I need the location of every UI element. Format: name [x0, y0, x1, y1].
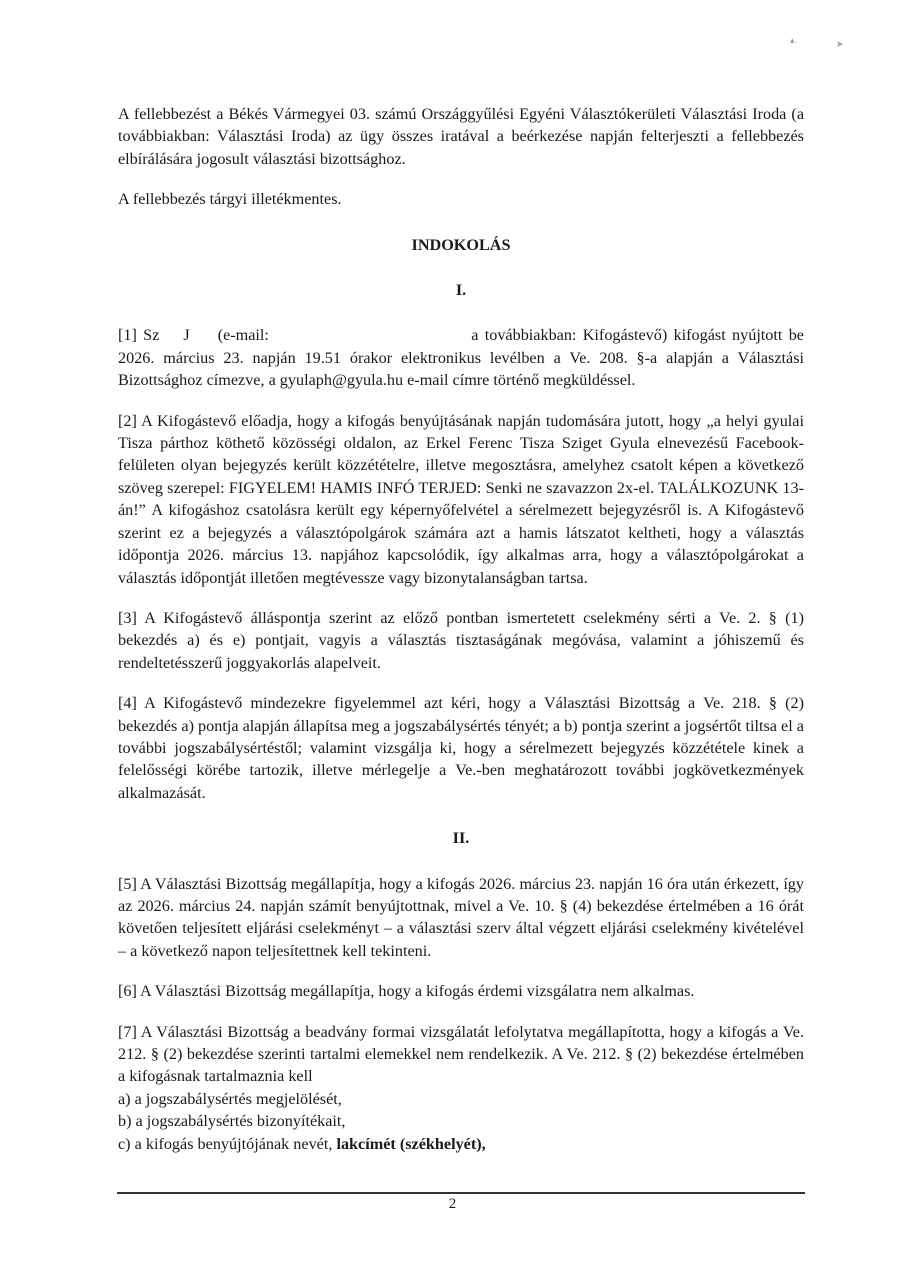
- paragraph-4: [4] A Kifogástevő mindezekre figyelemmel azt kéri, hogy a Választási Bizottság a Ve. 218. § (2) bekezdés a) pontja alapján állapítsa meg a jogszabálysértés tényét; a b) pontja szerint a jogsértőt tiltsa el a további jogszabálysértéstől; valamint vizsgálja ki, hogy a sérelmezett bejegyzés közzététele kinek a felelősségi körébe tartozik, illetve mérlegelje a Ve.-ben meghatározott további jogkövetkezmények alkalmazását.: [118, 694, 804, 802]
- intro-paragraph-fee: A fellebbezés tárgyi illetékmentes.: [118, 190, 342, 209]
- paragraph-1-rest: a továbbiakban: Kifogástevő) kifogást nyújtott be 2026. március 23. napján 19.51 órakor elektronikus levélben a Ve. 208. §-a alapján a Választási Bizottsághoz címezve, a gyulaph@gyula.hu e-mail címre történő megküldéssel.: [118, 326, 804, 390]
- list-item-c-text: c) a kifogás benyújtójának nevét,: [118, 1134, 337, 1153]
- paragraph-5: [5] A Választási Bizottság megállapítja, hogy a kifogás 2026. március 23. napján 16 óra után érkezett, így az 2026. március 24. napján számít benyújtottnak, mivel a Ve. 10. § (4) bekezdése értelmében a 16 órát követően teljesített eljárási cselekményt – a választási szerv által végzett eljárási cselekmény kivételével – a következő napon teljesítettnek kell tekinteni.: [118, 874, 804, 960]
- paragraph-2: [2] A Kifogástevő előadja, hogy a kifogás benyújtásának napján tudomására jutott, hogy „a helyi gyulai Tisza párthoz köthető közösségi oldalon, az Erkel Ferenc Tisza Sziget Gyula elnevezésű Facebook-felületen olyan bejegyzés került közzétételre, illetve megosztásra, amelyhez csatolt képen a következő szöveg szerepel: FIGYELEM! HAMIS INFÓ TERJED: Senki ne szavazzon 2x-el. TALÁLKOZUNK 13-án!” A kifogáshoz csatolásra került egy képernyőfelvétel a sérelmezett bejegyzésről is. A Kifogástevő szerint ez a bejegyzés a választópolgárok számára azt a hamis látszatot keltheti, hogy a választás időpontja 2026. március 13. napjához kapcsolódik, így alkalmas arra, hogy a választópolgárokat a választás időpontját illetően megtévessze vagy bizonytalanságban tartsa.: [118, 411, 804, 587]
- list-item-c: [118, 1133, 804, 1155]
- list-item-b: b) a jogszabálysértés bizonyítékait,: [118, 1112, 346, 1131]
- document-body: [118, 103, 804, 1155]
- paragraph-1-prefix: [1] Sz: [118, 326, 160, 345]
- paragraph-1-email-label: (e-mail:: [217, 326, 269, 345]
- paragraph-1: [118, 324, 804, 391]
- paragraph-7: [7] A Választási Bizottság a beadvány formai vizsgálatát lefolytatva megállapította, hogy a kifogás a Ve. 212. § (2) bekezdése szerinti tartalmi elemekkel nem rendelkezik. A Ve. 212. § (2) bekezdése értelmében a kifogásnak tartalmaznia kell: [118, 1022, 804, 1086]
- scan-artifact-arrow: ➤: [836, 40, 844, 50]
- paragraph-6: [6] A Választási Bizottság megállapítja, hogy a kifogás érdemi vizsgálatra nem alkalmas.: [118, 982, 695, 1001]
- page-number: 2: [448, 1196, 457, 1212]
- paragraph-1-initial: J: [183, 326, 190, 345]
- list-item-a: a) a jogszabálysértés megjelölését,: [118, 1089, 342, 1108]
- intro-paragraph-appeal: A fellebbezést a Békés Vármegyei 03. számú Országgyűlési Egyéni Választókerületi Választási Iroda (a továbbiakban: Választási Iroda) az ügy összes iratával a beérkezése napján felterjeszti a fellebbezés elbírálására jogosult választási bizottsághoz.: [118, 105, 804, 168]
- heading-indokolas: INDOKOLÁS: [411, 235, 511, 254]
- list-item-c-bold: lakcímét (székhelyét),: [336, 1134, 486, 1153]
- footer-divider: [117, 1192, 805, 1194]
- section-numeral-1: I.: [455, 281, 467, 300]
- section-numeral-2: II.: [452, 829, 470, 848]
- paragraph-3: [3] A Kifogástevő álláspontja szerint az előző pontban ismertetett cselekmény sérti a Ve. 2. § (1) bekezdés a) és e) pontjait, vagyis a választás tisztaságának megóvása, valamint a jóhiszemű és rendeltetésszerű joggyakorlás alapelveit.: [118, 608, 804, 672]
- scan-artifact-mark: ▴.: [790, 36, 798, 46]
